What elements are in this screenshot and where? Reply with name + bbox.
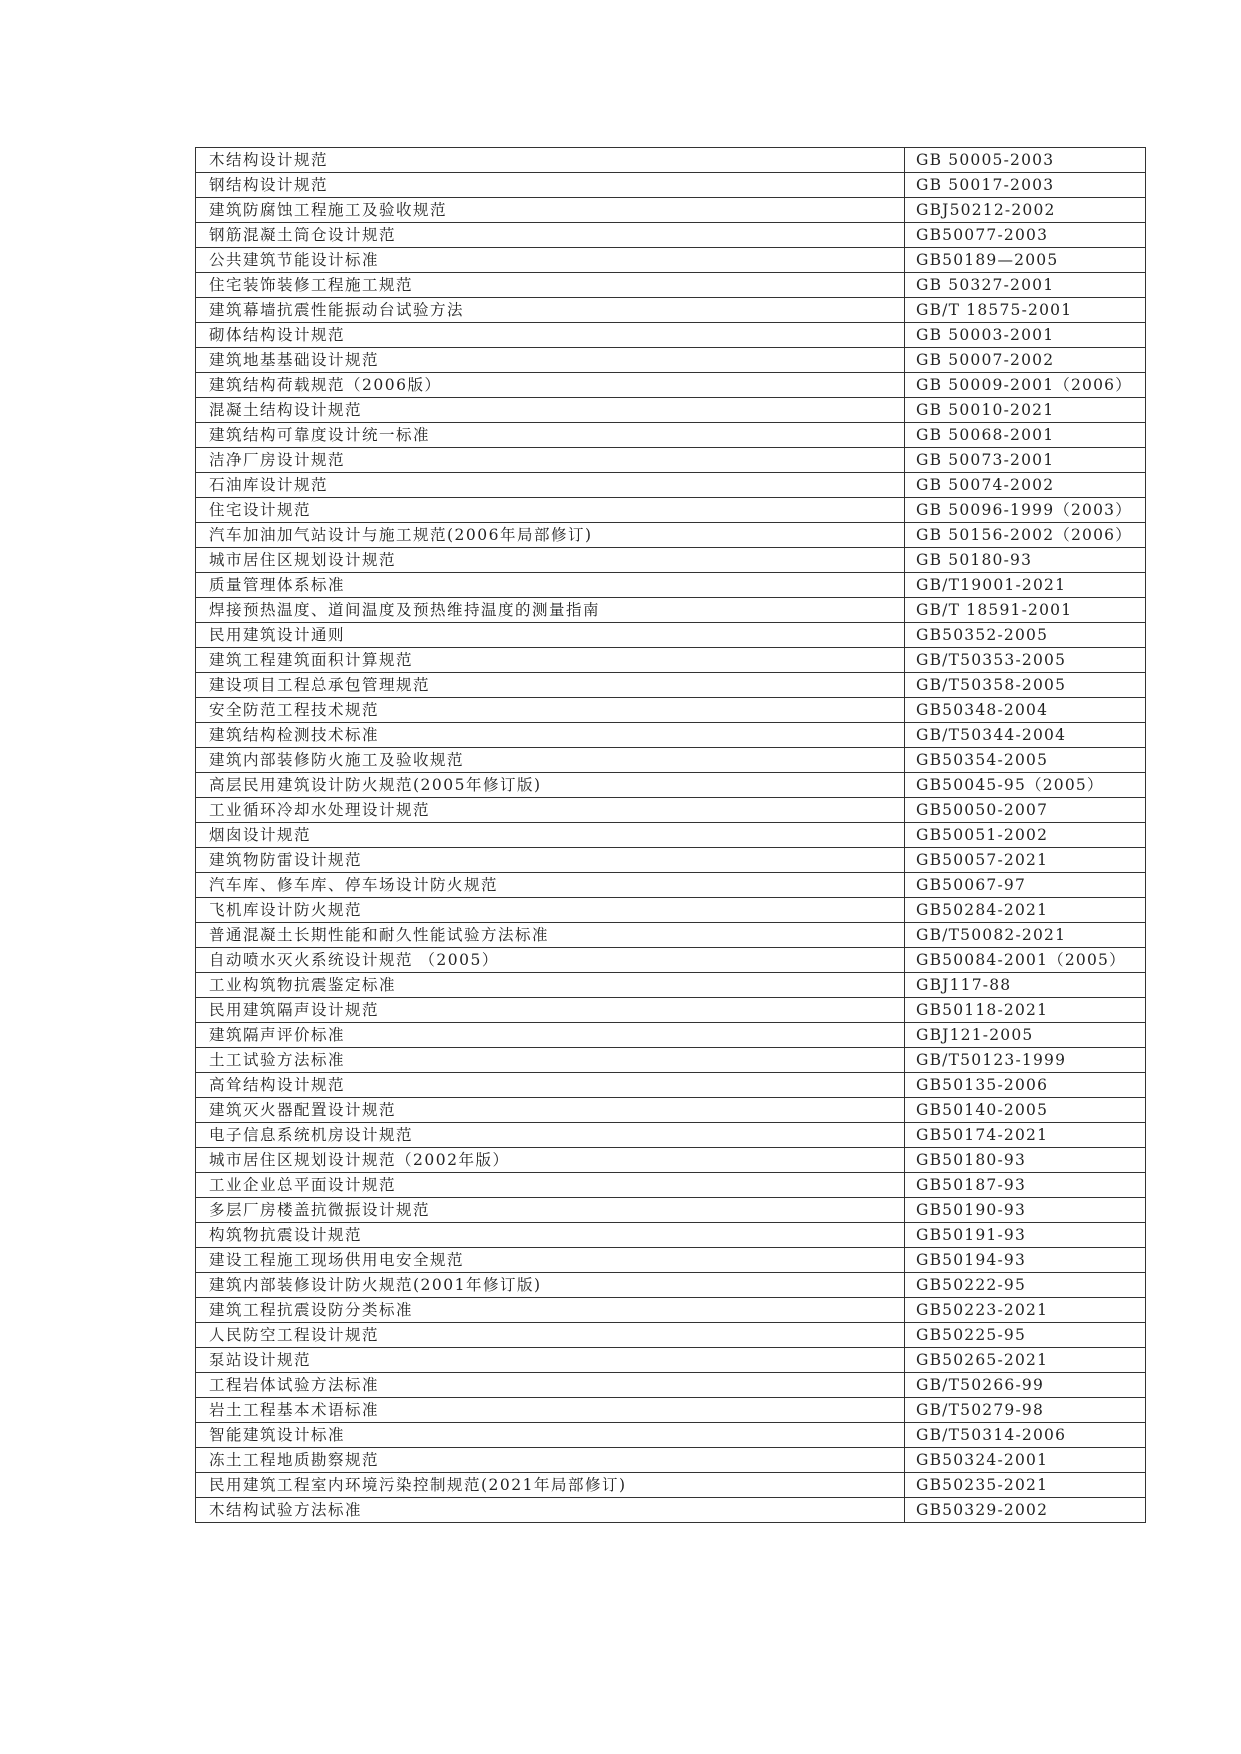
table-row xyxy=(196,1323,1146,1348)
standard-name-cell: 高层民用建筑设计防火规范(2005年修订版) xyxy=(196,773,905,798)
standard-name-cell: 焊接预热温度、道间温度及预热维持温度的测量指南 xyxy=(196,598,905,623)
standard-code-cell: GB/T19001-2021 xyxy=(905,573,1146,598)
table-row xyxy=(196,1498,1146,1523)
standard-name-cell: 建设工程施工现场供用电安全规范 xyxy=(196,1248,905,1273)
standard-name-cell: 石油库设计规范 xyxy=(196,473,905,498)
standard-name-cell: 安全防范工程技术规范 xyxy=(196,698,905,723)
table-row xyxy=(196,523,1146,548)
standard-code-cell: GB 50327-2001 xyxy=(905,273,1146,298)
standard-code-cell: GB/T50344-2004 xyxy=(905,723,1146,748)
table-row xyxy=(196,723,1146,748)
standard-code-cell: GB50187-93 xyxy=(905,1173,1146,1198)
standard-name-cell: 钢结构设计规范 xyxy=(196,173,905,198)
standards-table-body xyxy=(196,148,1146,1523)
standard-name-cell: 城市居住区规划设计规范 xyxy=(196,548,905,573)
table-row xyxy=(196,598,1146,623)
table-row xyxy=(196,648,1146,673)
standard-code-cell: GB50067-97 xyxy=(905,873,1146,898)
standard-name-cell: 质量管理体系标准 xyxy=(196,573,905,598)
standard-code-cell: GBJ117-88 xyxy=(905,973,1146,998)
table-row xyxy=(196,1098,1146,1123)
table-row xyxy=(196,1023,1146,1048)
standard-code-cell: GB50354-2005 xyxy=(905,748,1146,773)
table-row xyxy=(196,548,1146,573)
table-row xyxy=(196,748,1146,773)
standard-code-cell: GB/T 18591-2001 xyxy=(905,598,1146,623)
standard-name-cell: 建筑物防雷设计规范 xyxy=(196,848,905,873)
standard-name-cell: 城市居住区规划设计规范（2002年版） xyxy=(196,1148,905,1173)
standard-code-cell: GB 50007-2002 xyxy=(905,348,1146,373)
standard-name-cell: 建筑灭火器配置设计规范 xyxy=(196,1098,905,1123)
standard-code-cell: GB 50068-2001 xyxy=(905,423,1146,448)
standard-code-cell: GB50189—2005 xyxy=(905,248,1146,273)
standard-name-cell: 人民防空工程设计规范 xyxy=(196,1323,905,1348)
standard-name-cell: 建筑工程建筑面积计算规范 xyxy=(196,648,905,673)
standard-code-cell: GB50135-2006 xyxy=(905,1073,1146,1098)
standard-code-cell: GB/T50353-2005 xyxy=(905,648,1146,673)
standard-name-cell: 建筑幕墙抗震性能振动台试验方法 xyxy=(196,298,905,323)
table-row xyxy=(196,923,1146,948)
standard-name-cell: 土工试验方法标准 xyxy=(196,1048,905,1073)
table-row xyxy=(196,448,1146,473)
table-row xyxy=(196,573,1146,598)
table-row xyxy=(196,823,1146,848)
standard-name-cell: 烟囱设计规范 xyxy=(196,823,905,848)
table-row xyxy=(196,1373,1146,1398)
standard-name-cell: 工业构筑物抗震鉴定标准 xyxy=(196,973,905,998)
standard-name-cell: 建筑地基基础设计规范 xyxy=(196,348,905,373)
standard-code-cell: GB50235-2021 xyxy=(905,1473,1146,1498)
table-row xyxy=(196,1448,1146,1473)
standard-name-cell: 工程岩体试验方法标准 xyxy=(196,1373,905,1398)
table-row xyxy=(196,773,1146,798)
standard-code-cell: GB50191-93 xyxy=(905,1223,1146,1248)
table-row xyxy=(196,698,1146,723)
standard-code-cell: GB50180-93 xyxy=(905,1148,1146,1173)
standard-name-cell: 建筑防腐蚀工程施工及验收规范 xyxy=(196,198,905,223)
standard-name-cell: 自动喷水灭火系统设计规范 （2005） xyxy=(196,948,905,973)
table-row xyxy=(196,223,1146,248)
table-row xyxy=(196,273,1146,298)
standard-name-cell: 构筑物抗震设计规范 xyxy=(196,1223,905,1248)
standard-code-cell: GB50222-95 xyxy=(905,1273,1146,1298)
standard-code-cell: GB50051-2002 xyxy=(905,823,1146,848)
standard-code-cell: GB50223-2021 xyxy=(905,1298,1146,1323)
standard-code-cell: GB50265-2021 xyxy=(905,1348,1146,1373)
table-row xyxy=(196,1048,1146,1073)
standard-code-cell: GB50352-2005 xyxy=(905,623,1146,648)
standard-name-cell: 钢筋混凝土筒仓设计规范 xyxy=(196,223,905,248)
standard-name-cell: 岩土工程基本术语标准 xyxy=(196,1398,905,1423)
standard-code-cell: GB50225-95 xyxy=(905,1323,1146,1348)
standard-name-cell: 建筑内部装修防火施工及验收规范 xyxy=(196,748,905,773)
standard-name-cell: 公共建筑节能设计标准 xyxy=(196,248,905,273)
table-row xyxy=(196,1248,1146,1273)
table-row xyxy=(196,298,1146,323)
table-row xyxy=(196,873,1146,898)
standard-code-cell: GB 50009-2001（2006） xyxy=(905,373,1146,398)
standard-name-cell: 工业企业总平面设计规范 xyxy=(196,1173,905,1198)
standard-name-cell: 普通混凝土长期性能和耐久性能试验方法标准 xyxy=(196,923,905,948)
standard-code-cell: GB/T50358-2005 xyxy=(905,673,1146,698)
standard-code-cell: GB 50017-2003 xyxy=(905,173,1146,198)
standard-code-cell: GBJ121-2005 xyxy=(905,1023,1146,1048)
standard-name-cell: 民用建筑隔声设计规范 xyxy=(196,998,905,1023)
table-row xyxy=(196,248,1146,273)
standard-code-cell: GB50174-2021 xyxy=(905,1123,1146,1148)
standard-name-cell: 智能建筑设计标准 xyxy=(196,1423,905,1448)
standard-name-cell: 电子信息系统机房设计规范 xyxy=(196,1123,905,1148)
standard-code-cell: GBJ50212-2002 xyxy=(905,198,1146,223)
standard-name-cell: 民用建筑设计通则 xyxy=(196,623,905,648)
standard-name-cell: 建筑内部装修设计防火规范(2001年修订版) xyxy=(196,1273,905,1298)
standard-code-cell: GB50057-2021 xyxy=(905,848,1146,873)
table-row xyxy=(196,798,1146,823)
table-row xyxy=(196,1223,1146,1248)
table-row xyxy=(196,1123,1146,1148)
standard-code-cell: GB50348-2004 xyxy=(905,698,1146,723)
standard-name-cell: 多层厂房楼盖抗微振设计规范 xyxy=(196,1198,905,1223)
table-row xyxy=(196,948,1146,973)
standard-name-cell: 冻土工程地质勘察规范 xyxy=(196,1448,905,1473)
table-row xyxy=(196,1423,1146,1448)
standard-name-cell: 住宅设计规范 xyxy=(196,498,905,523)
table-row xyxy=(196,1173,1146,1198)
standard-code-cell: GB50050-2007 xyxy=(905,798,1146,823)
table-row xyxy=(196,848,1146,873)
standard-code-cell: GB50140-2005 xyxy=(905,1098,1146,1123)
table-row xyxy=(196,1148,1146,1173)
table-row xyxy=(196,323,1146,348)
standards-table xyxy=(195,147,1146,1523)
standard-code-cell: GB/T50279-98 xyxy=(905,1398,1146,1423)
table-row xyxy=(196,173,1146,198)
table-row xyxy=(196,1073,1146,1098)
standard-code-cell: GB50324-2001 xyxy=(905,1448,1146,1473)
standard-name-cell: 飞机库设计防火规范 xyxy=(196,898,905,923)
standard-name-cell: 建设项目工程总承包管理规范 xyxy=(196,673,905,698)
standard-code-cell: GB/T50082-2021 xyxy=(905,923,1146,948)
table-row xyxy=(196,673,1146,698)
standard-name-cell: 工业循环冷却水处理设计规范 xyxy=(196,798,905,823)
standard-name-cell: 建筑结构可靠度设计统一标准 xyxy=(196,423,905,448)
table-row xyxy=(196,348,1146,373)
table-row xyxy=(196,198,1146,223)
table-row xyxy=(196,973,1146,998)
standard-name-cell: 建筑工程抗震设防分类标准 xyxy=(196,1298,905,1323)
standard-name-cell: 建筑结构检测技术标准 xyxy=(196,723,905,748)
standard-name-cell: 泵站设计规范 xyxy=(196,1348,905,1373)
standard-code-cell: GB50118-2021 xyxy=(905,998,1146,1023)
table-row xyxy=(196,898,1146,923)
standard-code-cell: GB 50156-2002（2006） xyxy=(905,523,1146,548)
standard-name-cell: 汽车加油加气站设计与施工规范(2006年局部修订) xyxy=(196,523,905,548)
standard-code-cell: GB50045-95（2005） xyxy=(905,773,1146,798)
standard-code-cell: GB50190-93 xyxy=(905,1198,1146,1223)
table-row xyxy=(196,1198,1146,1223)
table-row xyxy=(196,373,1146,398)
standard-name-cell: 木结构试验方法标准 xyxy=(196,1498,905,1523)
standard-name-cell: 木结构设计规范 xyxy=(196,148,905,173)
table-row xyxy=(196,1398,1146,1423)
standard-code-cell: GB50284-2021 xyxy=(905,898,1146,923)
standard-name-cell: 建筑隔声评价标准 xyxy=(196,1023,905,1048)
table-row xyxy=(196,148,1146,173)
standard-code-cell: GB 50074-2002 xyxy=(905,473,1146,498)
standard-name-cell: 高耸结构设计规范 xyxy=(196,1073,905,1098)
standard-code-cell: GB 50096-1999（2003） xyxy=(905,498,1146,523)
standard-code-cell: GB50194-93 xyxy=(905,1248,1146,1273)
table-row xyxy=(196,1298,1146,1323)
standard-code-cell: GB 50180-93 xyxy=(905,548,1146,573)
standard-code-cell: GB/T50266-99 xyxy=(905,1373,1146,1398)
standard-code-cell: GB50077-2003 xyxy=(905,223,1146,248)
table-row xyxy=(196,1473,1146,1498)
standard-code-cell: GB/T50314-2006 xyxy=(905,1423,1146,1448)
standard-code-cell: GB 50003-2001 xyxy=(905,323,1146,348)
table-row xyxy=(196,423,1146,448)
table-row xyxy=(196,473,1146,498)
table-row xyxy=(196,498,1146,523)
standard-name-cell: 汽车库、修车库、停车场设计防火规范 xyxy=(196,873,905,898)
table-row xyxy=(196,998,1146,1023)
standard-name-cell: 砌体结构设计规范 xyxy=(196,323,905,348)
standard-name-cell: 民用建筑工程室内环境污染控制规范(2021年局部修订) xyxy=(196,1473,905,1498)
standard-code-cell: GB 50010-2021 xyxy=(905,398,1146,423)
table-row xyxy=(196,398,1146,423)
standard-name-cell: 住宅装饰装修工程施工规范 xyxy=(196,273,905,298)
standard-name-cell: 建筑结构荷载规范（2006版） xyxy=(196,373,905,398)
table-row xyxy=(196,1348,1146,1373)
standard-name-cell: 混凝土结构设计规范 xyxy=(196,398,905,423)
table-row xyxy=(196,623,1146,648)
standard-code-cell: GB 50005-2003 xyxy=(905,148,1146,173)
standard-code-cell: GB50329-2002 xyxy=(905,1498,1146,1523)
standard-code-cell: GB/T 18575-2001 xyxy=(905,298,1146,323)
standard-code-cell: GB 50073-2001 xyxy=(905,448,1146,473)
standard-code-cell: GB/T50123-1999 xyxy=(905,1048,1146,1073)
table-row xyxy=(196,1273,1146,1298)
standard-name-cell: 洁净厂房设计规范 xyxy=(196,448,905,473)
standard-code-cell: GB50084-2001（2005） xyxy=(905,948,1146,973)
